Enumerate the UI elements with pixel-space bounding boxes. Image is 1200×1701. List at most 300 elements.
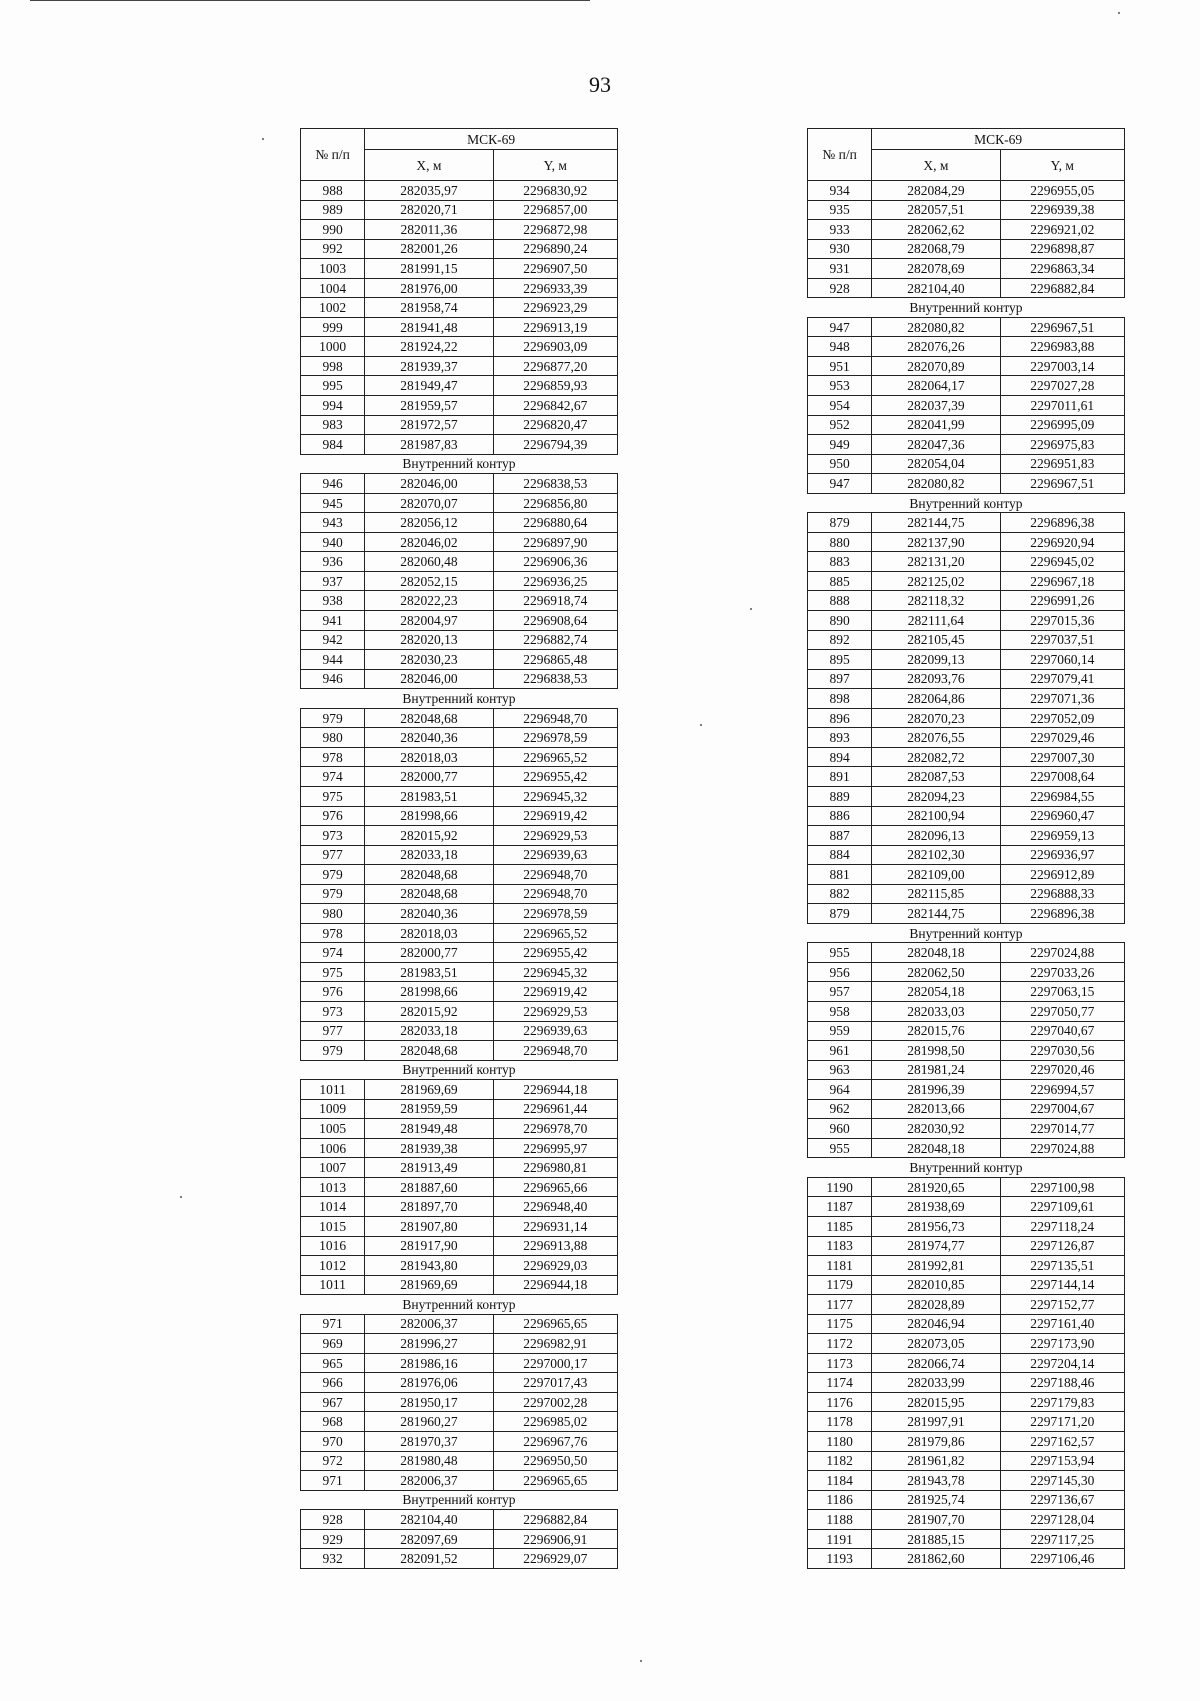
y-coordinate-cell: 2296830,92 — [493, 181, 617, 201]
point-number-cell: 958 — [808, 1001, 872, 1021]
table-row — [808, 1392, 1125, 1412]
x-coordinate-cell: 282015,92 — [365, 1001, 493, 1021]
point-number-cell: 979 — [301, 1041, 365, 1061]
y-coordinate-cell: 2296872,98 — [493, 220, 617, 240]
x-coordinate-cell: 281998,66 — [365, 806, 493, 826]
x-coordinate-cell: 282080,82 — [872, 474, 1000, 494]
y-coordinate-cell: 2297017,43 — [493, 1373, 617, 1393]
x-coordinate-cell: 281943,80 — [365, 1256, 493, 1276]
y-coordinate-cell: 2296959,13 — [1000, 826, 1124, 846]
point-number-cell: 1193 — [808, 1549, 872, 1569]
x-coordinate-cell: 282094,23 — [872, 786, 1000, 806]
y-coordinate-cell: 2296898,87 — [1000, 239, 1124, 259]
x-coordinate-cell: 281974,77 — [872, 1236, 1000, 1256]
point-number-cell: 959 — [808, 1021, 872, 1041]
x-coordinate-cell: 282022,23 — [365, 591, 493, 611]
point-number-cell: 895 — [808, 650, 872, 670]
y-coordinate-cell: 2296950,50 — [493, 1451, 617, 1471]
point-number-cell: 990 — [301, 220, 365, 240]
x-coordinate-cell: 281887,60 — [365, 1177, 493, 1197]
x-coordinate-cell: 281983,51 — [365, 962, 493, 982]
y-coordinate-cell: 2297079,41 — [1000, 669, 1124, 689]
point-number-cell: 976 — [301, 982, 365, 1002]
section-row — [808, 923, 1125, 943]
y-coordinate-cell: 2297020,46 — [1000, 1060, 1124, 1080]
table-row — [808, 826, 1125, 846]
section-row — [808, 1158, 1125, 1178]
x-coordinate-cell: 281913,49 — [365, 1158, 493, 1178]
y-coordinate-cell: 2296955,42 — [493, 943, 617, 963]
x-coordinate-cell: 282137,90 — [872, 532, 1000, 552]
y-coordinate-cell: 2296955,42 — [493, 767, 617, 787]
table-row — [301, 1119, 618, 1139]
x-coordinate-cell: 281969,69 — [365, 1275, 493, 1295]
point-number-cell: 1011 — [301, 1080, 365, 1100]
y-coordinate-cell: 2296908,64 — [493, 611, 617, 631]
x-coordinate-cell: 282046,00 — [365, 669, 493, 689]
y-coordinate-cell: 2296863,34 — [1000, 259, 1124, 279]
point-number-cell: 968 — [301, 1412, 365, 1432]
y-coordinate-cell: 2297152,77 — [1000, 1295, 1124, 1315]
point-number-cell: 948 — [808, 337, 872, 357]
point-number-cell: 967 — [301, 1392, 365, 1412]
table-row — [808, 904, 1125, 924]
y-coordinate-cell: 2297100,98 — [1000, 1177, 1124, 1197]
x-coordinate-cell: 282048,68 — [365, 708, 493, 728]
point-number-cell: 894 — [808, 747, 872, 767]
table-row — [808, 650, 1125, 670]
table-row — [808, 1138, 1125, 1158]
x-coordinate-cell: 282076,55 — [872, 728, 1000, 748]
y-coordinate-cell: 2297171,20 — [1000, 1412, 1124, 1432]
point-number-cell: 1176 — [808, 1392, 872, 1412]
table-row — [808, 415, 1125, 435]
table-row — [301, 786, 618, 806]
y-coordinate-cell: 2297008,64 — [1000, 767, 1124, 787]
table-row — [301, 1080, 618, 1100]
table-row — [301, 1353, 618, 1373]
x-coordinate-cell: 282097,69 — [365, 1529, 493, 1549]
x-coordinate-cell: 282015,92 — [365, 826, 493, 846]
point-number-cell: 950 — [808, 454, 872, 474]
table-row — [808, 1021, 1125, 1041]
y-coordinate-cell: 2296929,53 — [493, 1001, 617, 1021]
table-row — [301, 1158, 618, 1178]
y-coordinate-cell: 2296838,53 — [493, 669, 617, 689]
point-number-cell: 1006 — [301, 1138, 365, 1158]
table-row — [808, 982, 1125, 1002]
x-coordinate-cell: 282030,92 — [872, 1119, 1000, 1139]
table-row — [808, 278, 1125, 298]
x-coordinate-cell: 281950,17 — [365, 1392, 493, 1412]
point-number-cell: 1011 — [301, 1275, 365, 1295]
y-coordinate-cell: 2296936,25 — [493, 571, 617, 591]
header-number: № п/п — [301, 129, 365, 181]
point-number-cell: 947 — [808, 474, 872, 494]
point-number-cell: 961 — [808, 1041, 872, 1061]
y-coordinate-cell: 2297144,14 — [1000, 1275, 1124, 1295]
table-row — [808, 1373, 1125, 1393]
scan-speck — [700, 724, 702, 726]
point-number-cell: 935 — [808, 200, 872, 220]
y-coordinate-cell: 2297029,46 — [1000, 728, 1124, 748]
table-row — [808, 1041, 1125, 1061]
y-coordinate-cell: 2297173,90 — [1000, 1334, 1124, 1354]
x-coordinate-cell: 281925,74 — [872, 1490, 1000, 1510]
table-row — [808, 865, 1125, 885]
point-number-cell: 947 — [808, 317, 872, 337]
point-number-cell: 974 — [301, 943, 365, 963]
table-row — [808, 552, 1125, 572]
y-coordinate-cell: 2296983,88 — [1000, 337, 1124, 357]
x-coordinate-cell: 282010,85 — [872, 1275, 1000, 1295]
table-row — [808, 728, 1125, 748]
y-coordinate-cell: 2296896,38 — [1000, 513, 1124, 533]
x-coordinate-cell: 282084,29 — [872, 181, 1000, 201]
table-row — [301, 317, 618, 337]
x-coordinate-cell: 282006,37 — [365, 1471, 493, 1491]
y-coordinate-cell: 2297126,87 — [1000, 1236, 1124, 1256]
point-number-cell: 1183 — [808, 1236, 872, 1256]
y-coordinate-cell: 2296842,67 — [493, 396, 617, 416]
point-number-cell: 1187 — [808, 1197, 872, 1217]
x-coordinate-cell: 282125,02 — [872, 571, 1000, 591]
x-coordinate-cell: 281997,91 — [872, 1412, 1000, 1432]
point-number-cell: 974 — [301, 767, 365, 787]
x-coordinate-cell: 282078,69 — [872, 259, 1000, 279]
y-coordinate-cell: 2296965,65 — [493, 1471, 617, 1491]
table-row — [808, 1529, 1125, 1549]
table-row — [301, 1471, 618, 1491]
header-y: Y, м — [1000, 150, 1124, 181]
y-coordinate-cell: 2297014,77 — [1000, 1119, 1124, 1139]
section-label: Внутренний контур — [301, 454, 618, 474]
x-coordinate-cell: 281885,15 — [872, 1529, 1000, 1549]
y-coordinate-cell: 2296912,89 — [1000, 865, 1124, 885]
point-number-cell: 965 — [301, 1353, 365, 1373]
y-coordinate-cell: 2296877,20 — [493, 356, 617, 376]
x-coordinate-cell: 281956,73 — [872, 1216, 1000, 1236]
y-coordinate-cell: 2296838,53 — [493, 474, 617, 494]
section-label: Внутренний контур — [808, 298, 1125, 318]
y-coordinate-cell: 2296880,64 — [493, 513, 617, 533]
section-label: Внутренний контур — [301, 689, 618, 709]
x-coordinate-cell: 282070,89 — [872, 356, 1000, 376]
point-number-cell: 1179 — [808, 1275, 872, 1295]
y-coordinate-cell: 2297161,40 — [1000, 1314, 1124, 1334]
table-row — [808, 1334, 1125, 1354]
table-row — [301, 1236, 618, 1256]
x-coordinate-cell: 281998,50 — [872, 1041, 1000, 1061]
table-row — [808, 1177, 1125, 1197]
x-coordinate-cell: 281941,48 — [365, 317, 493, 337]
point-number-cell: 973 — [301, 1001, 365, 1021]
x-coordinate-cell: 281862,60 — [872, 1549, 1000, 1569]
point-number-cell: 1003 — [301, 259, 365, 279]
y-coordinate-cell: 2297060,14 — [1000, 650, 1124, 670]
x-coordinate-cell: 282080,82 — [872, 317, 1000, 337]
page-number: 93 — [589, 72, 611, 97]
table-row — [808, 1080, 1125, 1100]
x-coordinate-cell: 282076,26 — [872, 337, 1000, 357]
x-coordinate-cell: 282060,48 — [365, 552, 493, 572]
table-row — [808, 1412, 1125, 1432]
table-row — [808, 1275, 1125, 1295]
x-coordinate-cell: 281907,70 — [872, 1510, 1000, 1530]
point-number-cell: 995 — [301, 376, 365, 396]
x-coordinate-cell: 282087,53 — [872, 767, 1000, 787]
x-coordinate-cell: 282028,89 — [872, 1295, 1000, 1315]
table-row — [301, 1451, 618, 1471]
table-row — [301, 806, 618, 826]
y-coordinate-cell: 2296967,51 — [1000, 474, 1124, 494]
point-number-cell: 989 — [301, 200, 365, 220]
x-coordinate-cell: 282037,39 — [872, 396, 1000, 416]
x-coordinate-cell: 281976,00 — [365, 278, 493, 298]
point-number-cell: 1005 — [301, 1119, 365, 1139]
scan-speck — [750, 608, 752, 610]
y-coordinate-cell: 2296920,94 — [1000, 532, 1124, 552]
x-coordinate-cell: 281991,15 — [365, 259, 493, 279]
table-row — [808, 239, 1125, 259]
section-row — [301, 1295, 618, 1315]
scan-speck — [180, 1196, 182, 1198]
y-coordinate-cell: 2297024,88 — [1000, 1138, 1124, 1158]
x-coordinate-cell: 281959,59 — [365, 1099, 493, 1119]
y-coordinate-cell: 2296965,65 — [493, 1314, 617, 1334]
table-row — [301, 474, 618, 494]
x-coordinate-cell: 282046,94 — [872, 1314, 1000, 1334]
section-label: Внутренний контур — [808, 1158, 1125, 1178]
y-coordinate-cell: 2296945,32 — [493, 786, 617, 806]
table-row — [301, 1412, 618, 1432]
section-label: Внутренний контур — [301, 1060, 618, 1080]
x-coordinate-cell: 282144,75 — [872, 904, 1000, 924]
point-number-cell: 979 — [301, 865, 365, 885]
table-row — [808, 845, 1125, 865]
x-coordinate-cell: 282000,77 — [365, 767, 493, 787]
x-coordinate-cell: 282047,36 — [872, 435, 1000, 455]
point-number-cell: 966 — [301, 1373, 365, 1393]
point-number-cell: 955 — [808, 943, 872, 963]
table-row — [808, 337, 1125, 357]
point-number-cell: 979 — [301, 708, 365, 728]
point-number-cell: 1014 — [301, 1197, 365, 1217]
x-coordinate-cell: 281939,38 — [365, 1138, 493, 1158]
table-row — [301, 571, 618, 591]
section-row — [301, 689, 618, 709]
y-coordinate-cell: 2296859,93 — [493, 376, 617, 396]
y-coordinate-cell: 2296857,00 — [493, 200, 617, 220]
point-number-cell: 898 — [808, 689, 872, 709]
x-coordinate-cell: 282070,07 — [365, 493, 493, 513]
coordinates-table-left — [300, 128, 618, 1569]
x-coordinate-cell: 281976,06 — [365, 1373, 493, 1393]
header-x: X, м — [365, 150, 493, 181]
x-coordinate-cell: 282131,20 — [872, 552, 1000, 572]
x-coordinate-cell: 281996,39 — [872, 1080, 1000, 1100]
x-coordinate-cell: 282102,30 — [872, 845, 1000, 865]
x-coordinate-cell: 282073,05 — [872, 1334, 1000, 1354]
section-label: Внутренний контур — [301, 1295, 618, 1315]
x-coordinate-cell: 282118,32 — [872, 591, 1000, 611]
y-coordinate-cell: 2296978,59 — [493, 728, 617, 748]
y-coordinate-cell: 2296907,50 — [493, 259, 617, 279]
y-coordinate-cell: 2296967,51 — [1000, 317, 1124, 337]
table-row — [808, 708, 1125, 728]
x-coordinate-cell: 281960,27 — [365, 1412, 493, 1432]
table-row — [301, 356, 618, 376]
table-row — [301, 1021, 618, 1041]
point-number-cell: 1009 — [301, 1099, 365, 1119]
point-number-cell: 976 — [301, 806, 365, 826]
table-row — [808, 1001, 1125, 1021]
table-row — [301, 865, 618, 885]
y-coordinate-cell: 2297117,25 — [1000, 1529, 1124, 1549]
table-row — [301, 923, 618, 943]
point-number-cell: 971 — [301, 1471, 365, 1491]
x-coordinate-cell: 281972,57 — [365, 415, 493, 435]
point-number-cell: 890 — [808, 611, 872, 631]
point-number-cell: 928 — [301, 1510, 365, 1530]
x-coordinate-cell: 282096,13 — [872, 826, 1000, 846]
table-row — [808, 1353, 1125, 1373]
x-coordinate-cell: 282104,40 — [365, 1510, 493, 1530]
table-row — [808, 396, 1125, 416]
point-number-cell: 978 — [301, 923, 365, 943]
point-number-cell: 962 — [808, 1099, 872, 1119]
table-row — [808, 1471, 1125, 1491]
y-coordinate-cell: 2296944,18 — [493, 1080, 617, 1100]
x-coordinate-cell: 282040,36 — [365, 728, 493, 748]
x-coordinate-cell: 282066,74 — [872, 1353, 1000, 1373]
table-row — [301, 435, 618, 455]
y-coordinate-cell: 2297002,28 — [493, 1392, 617, 1412]
y-coordinate-cell: 2296978,70 — [493, 1119, 617, 1139]
table-row — [301, 1334, 618, 1354]
x-coordinate-cell: 282093,76 — [872, 669, 1000, 689]
x-coordinate-cell: 282011,36 — [365, 220, 493, 240]
point-number-cell: 1174 — [808, 1373, 872, 1393]
x-coordinate-cell: 282054,04 — [872, 454, 1000, 474]
y-coordinate-cell: 2297071,36 — [1000, 689, 1124, 709]
x-coordinate-cell: 281917,90 — [365, 1236, 493, 1256]
point-number-cell: 929 — [301, 1529, 365, 1549]
y-coordinate-cell: 2297135,51 — [1000, 1256, 1124, 1276]
table-row — [301, 552, 618, 572]
y-coordinate-cell: 2296936,97 — [1000, 845, 1124, 865]
point-number-cell: 1188 — [808, 1510, 872, 1530]
table-row — [808, 376, 1125, 396]
table-row — [808, 1510, 1125, 1530]
y-coordinate-cell: 2297033,26 — [1000, 962, 1124, 982]
y-coordinate-cell: 2297030,56 — [1000, 1041, 1124, 1061]
point-number-cell: 883 — [808, 552, 872, 572]
point-number-cell: 893 — [808, 728, 872, 748]
y-coordinate-cell: 2297007,30 — [1000, 747, 1124, 767]
y-coordinate-cell: 2297027,28 — [1000, 376, 1124, 396]
point-number-cell: 941 — [301, 611, 365, 631]
point-number-cell: 988 — [301, 181, 365, 201]
point-number-cell: 1175 — [808, 1314, 872, 1334]
point-number-cell: 955 — [808, 1138, 872, 1158]
table-row — [808, 1549, 1125, 1569]
point-number-cell: 888 — [808, 591, 872, 611]
table-row — [808, 689, 1125, 709]
table-row — [808, 1314, 1125, 1334]
table-row — [301, 1256, 618, 1276]
point-number-cell: 892 — [808, 630, 872, 650]
point-number-cell: 983 — [301, 415, 365, 435]
table-row — [301, 1197, 618, 1217]
table-row — [301, 415, 618, 435]
y-coordinate-cell: 2297204,14 — [1000, 1353, 1124, 1373]
point-number-cell: 960 — [808, 1119, 872, 1139]
point-number-cell: 933 — [808, 220, 872, 240]
table-row — [301, 532, 618, 552]
point-number-cell: 975 — [301, 786, 365, 806]
section-label: Внутренний контур — [808, 493, 1125, 513]
y-coordinate-cell: 2297118,24 — [1000, 1216, 1124, 1236]
table-row — [301, 1216, 618, 1236]
y-coordinate-cell: 2297188,46 — [1000, 1373, 1124, 1393]
table-row — [301, 630, 618, 650]
point-number-cell: 980 — [301, 904, 365, 924]
x-coordinate-cell: 282004,97 — [365, 611, 493, 631]
table-row — [301, 1099, 618, 1119]
x-coordinate-cell: 282056,12 — [365, 513, 493, 533]
point-number-cell: 1007 — [301, 1158, 365, 1178]
x-coordinate-cell: 282068,79 — [872, 239, 1000, 259]
table-row — [301, 1529, 618, 1549]
table-row — [301, 1275, 618, 1295]
y-coordinate-cell: 2297011,61 — [1000, 396, 1124, 416]
x-coordinate-cell: 282109,00 — [872, 865, 1000, 885]
x-coordinate-cell: 281969,69 — [365, 1080, 493, 1100]
y-coordinate-cell: 2297109,61 — [1000, 1197, 1124, 1217]
table-row — [301, 591, 618, 611]
point-number-cell: 881 — [808, 865, 872, 885]
y-coordinate-cell: 2296890,24 — [493, 239, 617, 259]
table-row — [808, 532, 1125, 552]
y-coordinate-cell: 2297162,57 — [1000, 1432, 1124, 1452]
section-label: Внутренний контур — [301, 1490, 618, 1510]
x-coordinate-cell: 282048,68 — [365, 1041, 493, 1061]
point-number-cell: 944 — [301, 650, 365, 670]
header-x: X, м — [872, 150, 1000, 181]
section-row — [301, 1490, 618, 1510]
x-coordinate-cell: 282052,15 — [365, 571, 493, 591]
table-row — [301, 1392, 618, 1412]
y-coordinate-cell: 2296995,97 — [493, 1138, 617, 1158]
y-coordinate-cell: 2296955,05 — [1000, 181, 1124, 201]
y-coordinate-cell: 2296939,63 — [493, 1021, 617, 1041]
point-number-cell: 1182 — [808, 1451, 872, 1471]
y-coordinate-cell: 2296965,66 — [493, 1177, 617, 1197]
scan-edge-rule — [30, 0, 590, 1]
x-coordinate-cell: 281907,80 — [365, 1216, 493, 1236]
table-row — [808, 767, 1125, 787]
x-coordinate-cell: 282099,13 — [872, 650, 1000, 670]
table-row — [808, 1216, 1125, 1236]
point-number-cell: 999 — [301, 317, 365, 337]
point-number-cell: 1178 — [808, 1412, 872, 1432]
table-row — [301, 513, 618, 533]
x-coordinate-cell: 282064,86 — [872, 689, 1000, 709]
x-coordinate-cell: 282054,18 — [872, 982, 1000, 1002]
table-row — [808, 786, 1125, 806]
point-number-cell: 977 — [301, 845, 365, 865]
